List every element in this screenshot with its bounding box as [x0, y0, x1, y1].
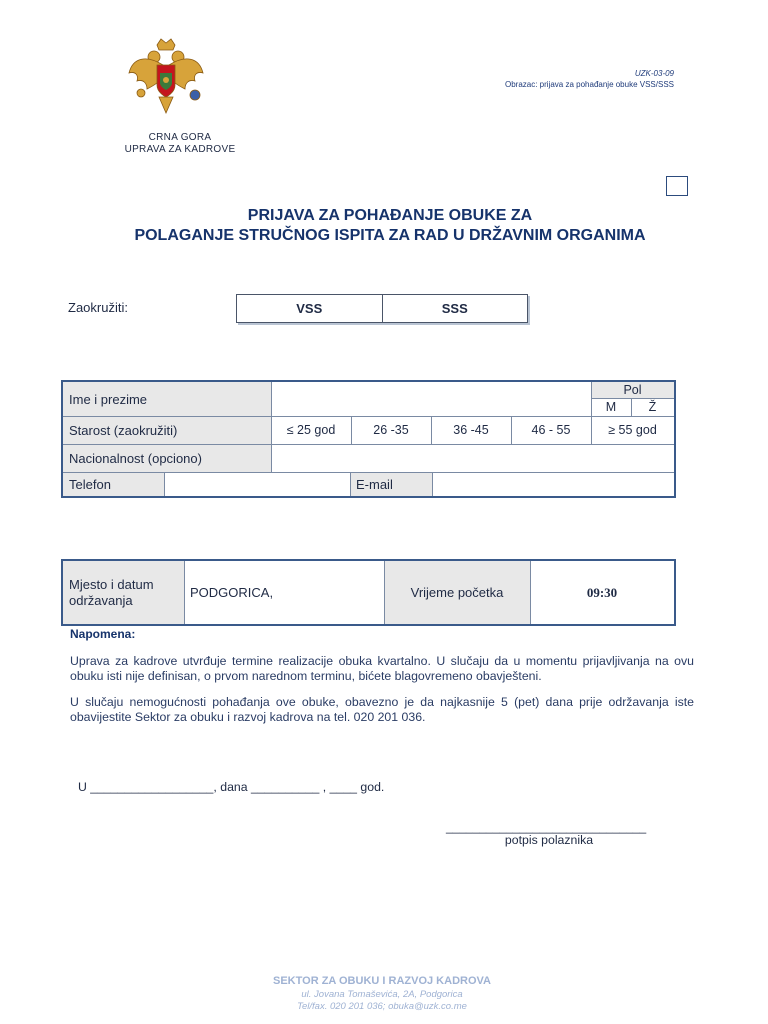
col-divider	[184, 561, 185, 624]
col-divider	[351, 416, 352, 444]
coat-of-arms-logo	[127, 37, 205, 119]
col-divider	[271, 382, 272, 472]
sex-option-m[interactable]: M	[605, 400, 617, 414]
footer-contact: Tel/fax. 020 201 036; obuka@uzk.co.me	[297, 1001, 467, 1012]
col-divider	[432, 472, 433, 496]
signature-label: potpis polaznika	[504, 833, 594, 847]
education-label: Zaokružiti:	[68, 300, 128, 315]
email-label: E-mail	[350, 472, 432, 496]
note-paragraph-1: Uprava za kadrove utvrđuje termine realizacije obuka kvartalno. U slučaju da u momentu prijavljivanja na ovu obuku isti nije definisan, o prvom narednom terminu, bićete blagovremeno obavješteni.	[70, 654, 694, 683]
col-divider	[530, 561, 531, 624]
education-option-vss[interactable]: VSS	[237, 295, 383, 322]
education-option-sss[interactable]: SSS	[441, 301, 468, 316]
age-option-5[interactable]: ≥ 55 god	[608, 423, 657, 437]
footer-department: SEKTOR ZA OBUKU I RAZVOJ KADROVA	[273, 975, 491, 987]
age-option-2[interactable]: 26 -35	[373, 423, 409, 437]
col-divider	[164, 472, 165, 496]
phone-label: Telefon	[63, 472, 164, 496]
nationality-input[interactable]	[271, 444, 674, 472]
phone-input[interactable]	[164, 472, 350, 496]
registration-checkbox[interactable]	[666, 176, 688, 196]
form-code: UZK-03-09	[634, 69, 674, 78]
row-divider	[63, 472, 674, 473]
org-country: CRNA GORA	[148, 132, 212, 143]
col-divider	[511, 416, 512, 444]
note-paragraph-2: U slučaju nemogućnosti pohađanja ove obuke, obavezno je da najkasnije 5 (pet) dana prije održavanja iste obavijestite Sektor za obuku i razvoj kadrova na tel. 020 201 036.	[70, 695, 694, 724]
footer-address: ul. Jovana Tomaševića, 2A, Podgorica	[301, 989, 463, 1000]
name-label: Ime i prezime	[63, 382, 271, 416]
nationality-label: Nacionalnost (opciono)	[63, 444, 271, 472]
col-divider	[350, 472, 351, 496]
start-time-label: Vrijeme početka	[384, 561, 530, 624]
row-divider	[591, 398, 674, 399]
name-input[interactable]	[271, 382, 591, 416]
sex-header: Pol	[591, 382, 674, 398]
document-title-line2: POLAGANJE STRUČNOG ISPITA ZA RAD U DRŽAVNIM ORGANIMA	[134, 227, 646, 244]
row-divider	[63, 416, 674, 417]
col-divider	[631, 398, 632, 416]
note-heading: Napomena:	[70, 627, 136, 641]
org-agency: UPRAVA ZA KADROVE	[124, 144, 236, 155]
col-divider	[384, 561, 385, 624]
place-date-signature-line[interactable]: U __________________, dana __________ , ____ god.	[78, 780, 385, 794]
sex-option-z[interactable]: Ž	[648, 400, 657, 414]
start-time-value: 09:30	[586, 584, 618, 600]
col-divider	[591, 382, 592, 444]
col-divider	[431, 416, 432, 444]
event-table	[61, 559, 676, 626]
email-input[interactable]	[432, 472, 674, 496]
place-date-value: PODGORICA,	[190, 585, 274, 600]
personal-data-table	[61, 380, 676, 498]
form-name: Obrazac: prijava za pohađanje obuke VSS/SSS	[505, 80, 674, 89]
place-date-label: Mjesto i datum održavanja	[63, 561, 184, 624]
age-label: Starost (zaokružiti)	[63, 416, 271, 444]
age-option-4[interactable]: 46 - 55	[531, 423, 571, 437]
age-option-1[interactable]: ≤ 25 god	[286, 423, 336, 437]
education-selector	[236, 294, 528, 323]
signature-blank[interactable]: ______________________________	[446, 820, 647, 834]
row-divider	[63, 444, 674, 445]
age-option-3[interactable]: 36 -45	[453, 423, 489, 437]
document-title-line1: PRIJAVA ZA POHAĐANJE OBUKE ZA	[247, 207, 533, 224]
